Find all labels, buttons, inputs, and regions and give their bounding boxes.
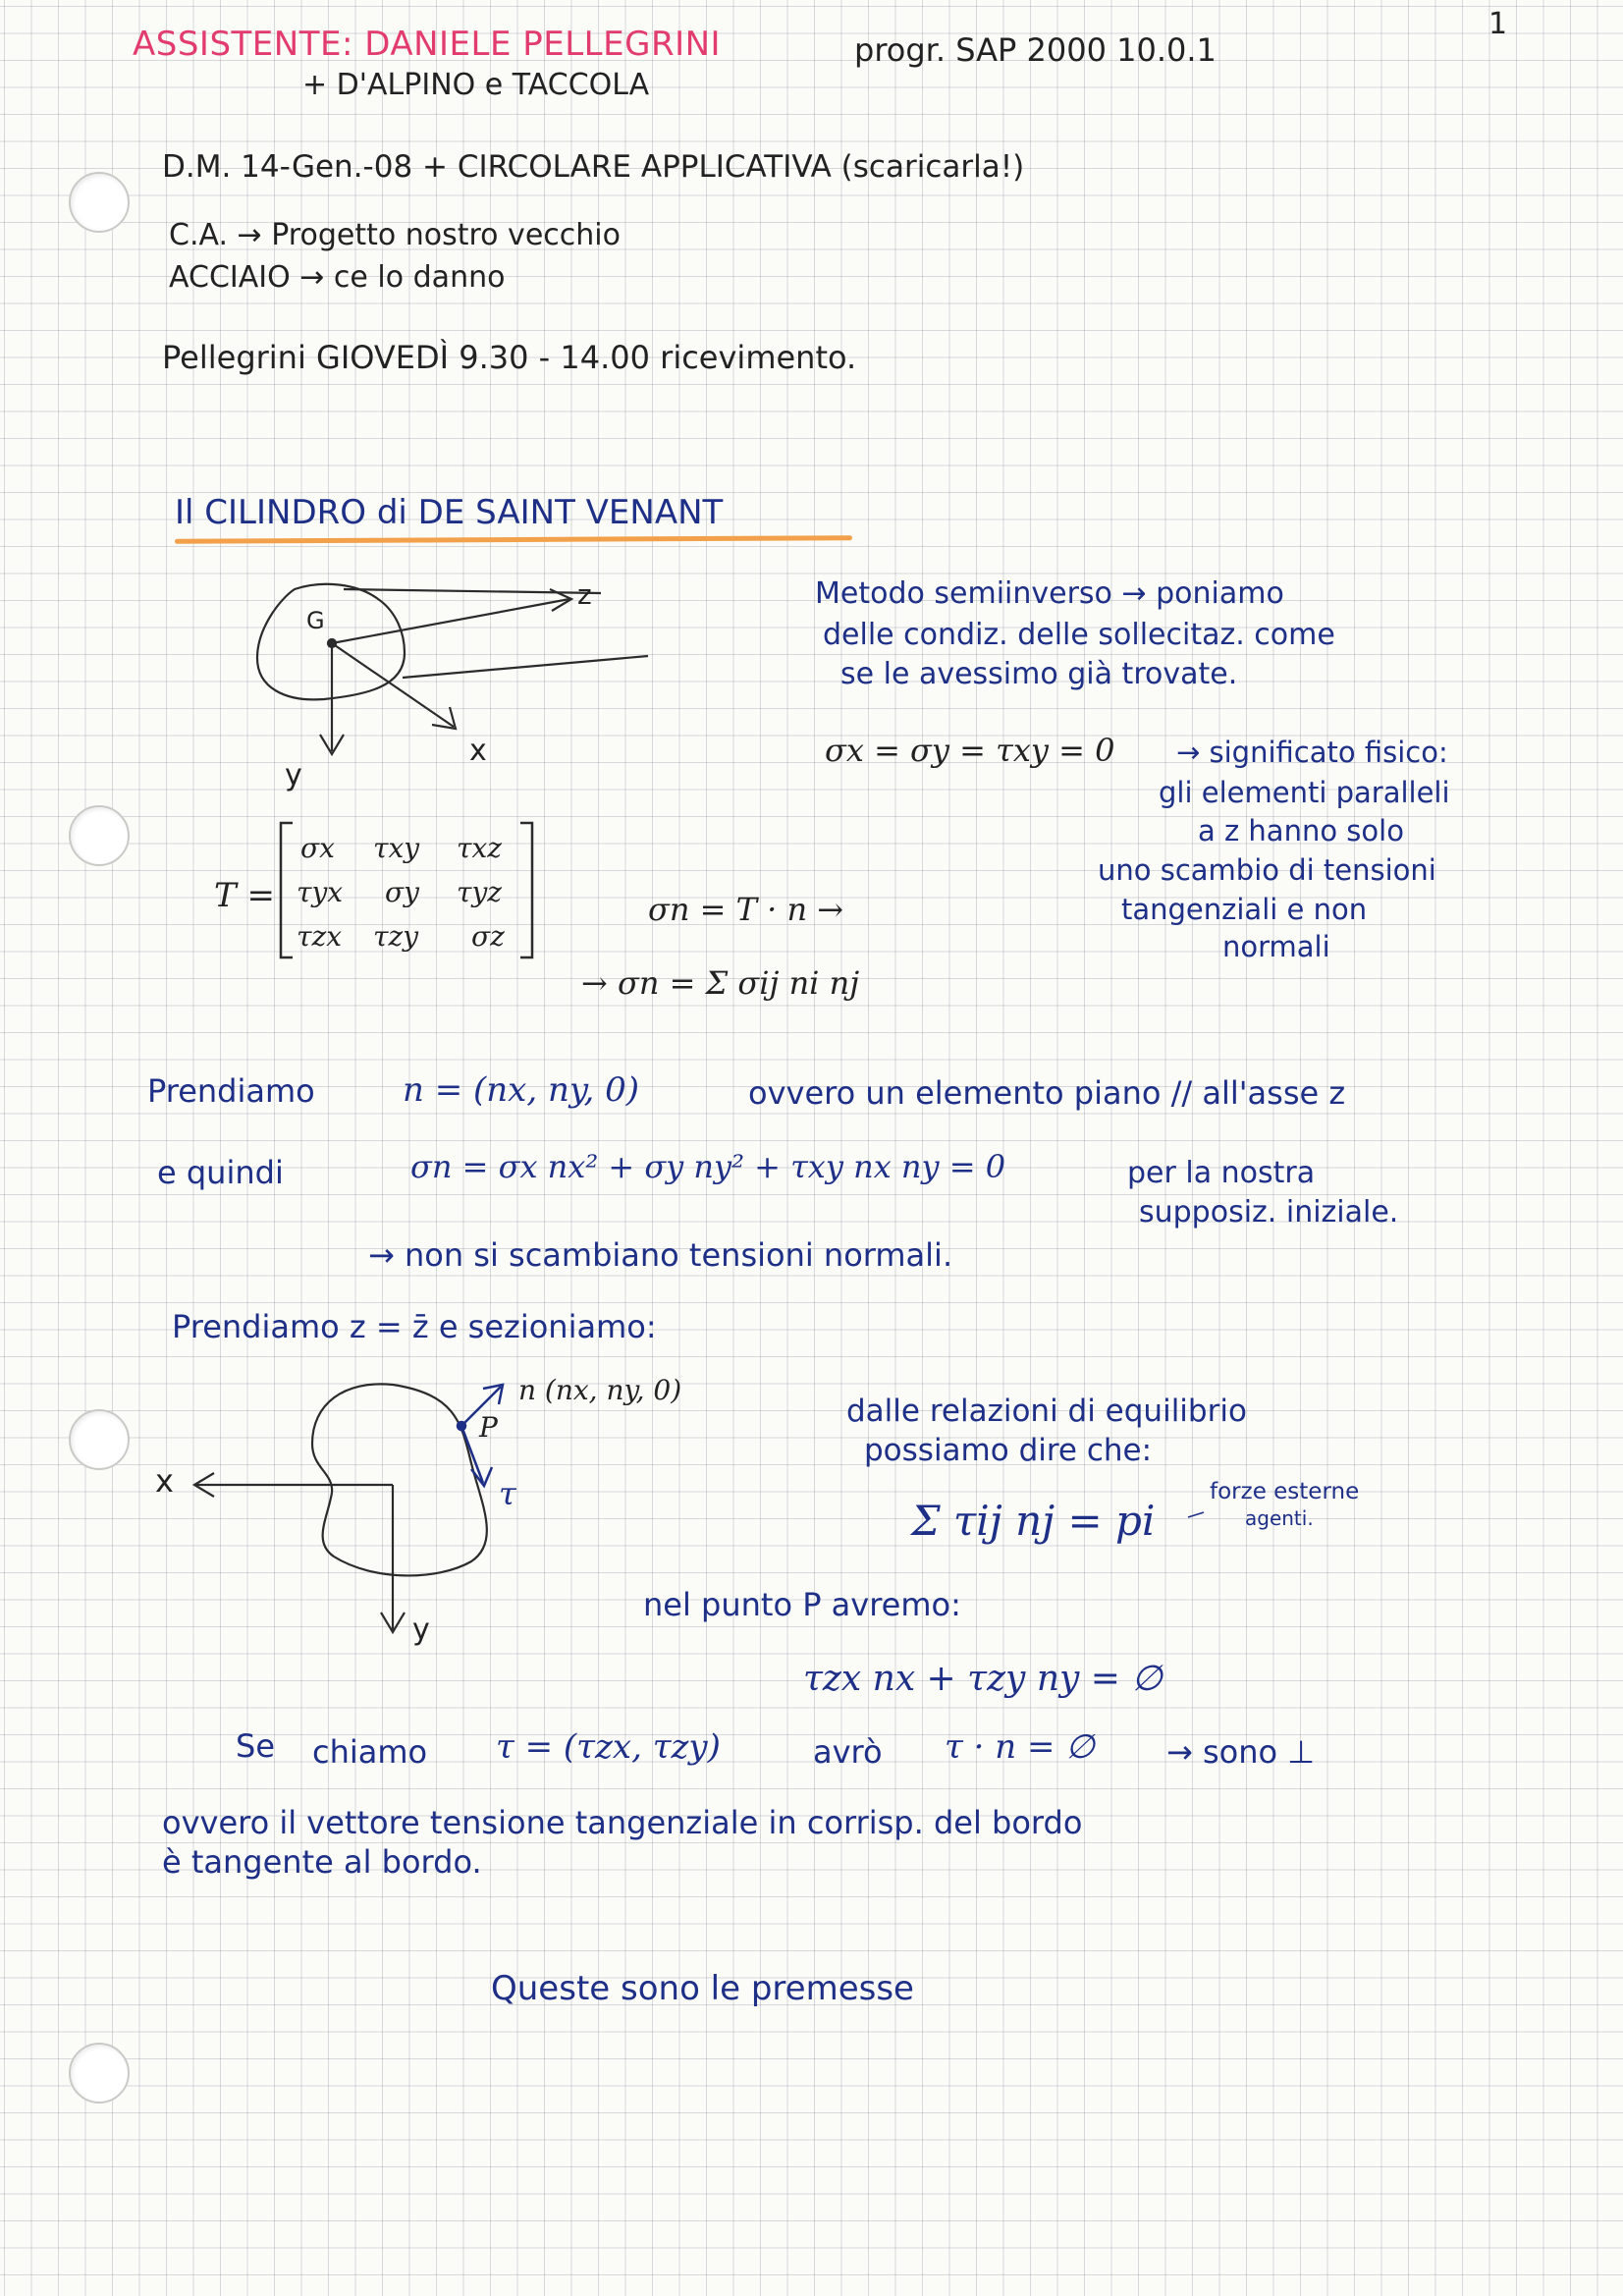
tensor-cell: σx [300, 832, 335, 864]
steel-note: ACCIAIO → ce lo danno [169, 260, 506, 295]
at-point-p-statement: nel punto P avremo: [643, 1586, 961, 1623]
closing-remark: Queste sono le premesse [491, 1969, 914, 2008]
page-number: 1 [1488, 7, 1508, 41]
section-y-label: y [412, 1613, 430, 1647]
y-axis-label: y [285, 758, 302, 793]
equilibrium-line-1: dalle relazioni di equilibrio [846, 1394, 1247, 1429]
assistants-extra: + D'ALPINO e TACCOLA [302, 68, 650, 102]
method-line-2: delle condiz. delle sollecitaz. come [823, 618, 1335, 652]
tangent-se: Se [236, 1727, 275, 1765]
decree-reference: D.M. 14-Gen.-08 + CIRCOLARE APPLICATIVA (scaricarla!) [162, 149, 1025, 185]
meaning-line-3: a z hanno solo [1198, 814, 1404, 847]
meaning-line-6: normali [1222, 930, 1330, 963]
concrete-note: C.A. → Progetto nostro vecchio [169, 218, 621, 252]
tensor-cell: τzy [373, 920, 419, 953]
centroid-point [328, 639, 336, 647]
then-note-1: per la nostra [1127, 1156, 1316, 1190]
section-title: Il CILINDRO di DE SAINT VENANT [175, 493, 724, 532]
z-axis-label: z [577, 578, 592, 611]
x-axis [332, 643, 454, 727]
office-hours: Pellegrini GIOVEDÌ 9.30 - 14.00 ricevimento. [162, 339, 857, 376]
tensor-symbol: T = [214, 876, 275, 915]
z-axis [332, 599, 569, 643]
normal-vector-label: n (nx, ny, 0) [518, 1374, 682, 1406]
section-diagram [194, 1384, 487, 1632]
take-label-1: Prendiamo [147, 1072, 315, 1110]
external-forces-note: forze esterne [1210, 1479, 1360, 1504]
then-note-2: supposiz. iniziale. [1139, 1195, 1399, 1230]
tensor-cell: σy [385, 876, 419, 908]
section-outline [312, 1384, 487, 1575]
generatrix-bottom [403, 656, 648, 678]
plane-element-statement: ovvero un elemento piano // all'asse z [748, 1074, 1346, 1112]
method-line-3: se le avessimo già trovate. [840, 657, 1238, 691]
tensor-cell: τyz [457, 876, 503, 908]
tangent-vector-definition: τ = (τzx, τzy) [496, 1727, 721, 1767]
normal-stress-relation: σn = T · n → [648, 891, 844, 928]
section-x-label: x [155, 1462, 174, 1500]
tensor-cell: τzx [297, 920, 343, 953]
section-cut-statement: Prendiamo z = z̄ e sezioniamo: [172, 1308, 657, 1345]
method-line-1: Metodo semiinverso → poniamo [815, 576, 1284, 611]
perpendicular-statement: → sono ⊥ [1166, 1733, 1316, 1771]
tangent-call: chiamo [312, 1733, 428, 1771]
note-arrow [1188, 1512, 1204, 1517]
point-p-label: P [479, 1411, 498, 1444]
tensor-cell: τxy [373, 832, 420, 864]
tangent-vector-label: τ [499, 1475, 516, 1512]
equilibrium-equation: Σ τij nj = pi [911, 1497, 1156, 1545]
meaning-line-1: → significato fisico: [1176, 736, 1448, 769]
point-p [458, 1422, 465, 1430]
meaning-line-4: uno scambio di tensioni [1098, 853, 1436, 887]
normal-vector-definition: n = (nx, ny, 0) [403, 1070, 640, 1110]
assumption-equation: σx = σy = τxy = 0 [825, 732, 1115, 769]
tensor-cell: τxz [457, 832, 503, 864]
tensor-cell: σz [471, 920, 505, 953]
equilibrium-line-2: possiamo dire che: [864, 1433, 1153, 1468]
generatrix-top [344, 589, 601, 593]
tangent-avro: avrò [813, 1733, 883, 1771]
tensor-cell: τyx [297, 876, 344, 908]
software-version: progr. SAP 2000 10.0.1 [854, 31, 1217, 69]
tangent-line-2: ovvero il vettore tensione tangenziale in corrisp. del bordo [162, 1804, 1083, 1841]
left-bracket [281, 823, 293, 957]
tangent-line-3: è tangente al bordo. [162, 1843, 482, 1881]
normal-stress-sum: → σn = Σ σij ni nj [581, 964, 860, 1002]
right-bracket [520, 823, 532, 957]
no-normal-stress-conclusion: → non si scambiano tensioni normali. [368, 1236, 953, 1274]
x-axis-label: x [469, 734, 487, 768]
meaning-line-5: tangenziali e non [1121, 893, 1368, 926]
orthogonality-equation: τ · n = ∅ [945, 1727, 1095, 1767]
assistant-name: ASSISTENTE: DANIELE PELLEGRINI [133, 25, 722, 64]
centroid-label: G [306, 607, 325, 634]
normal-stress-expansion: σn = σx nx² + σy ny² + τxy nx ny = 0 [410, 1148, 1006, 1185]
external-forces-note-2: agenti. [1245, 1506, 1314, 1530]
meaning-line-2: gli elementi paralleli [1159, 776, 1450, 809]
boundary-condition-equation: τzx nx + τzy ny = ∅ [803, 1659, 1163, 1699]
then-label: e quindi [157, 1154, 284, 1191]
